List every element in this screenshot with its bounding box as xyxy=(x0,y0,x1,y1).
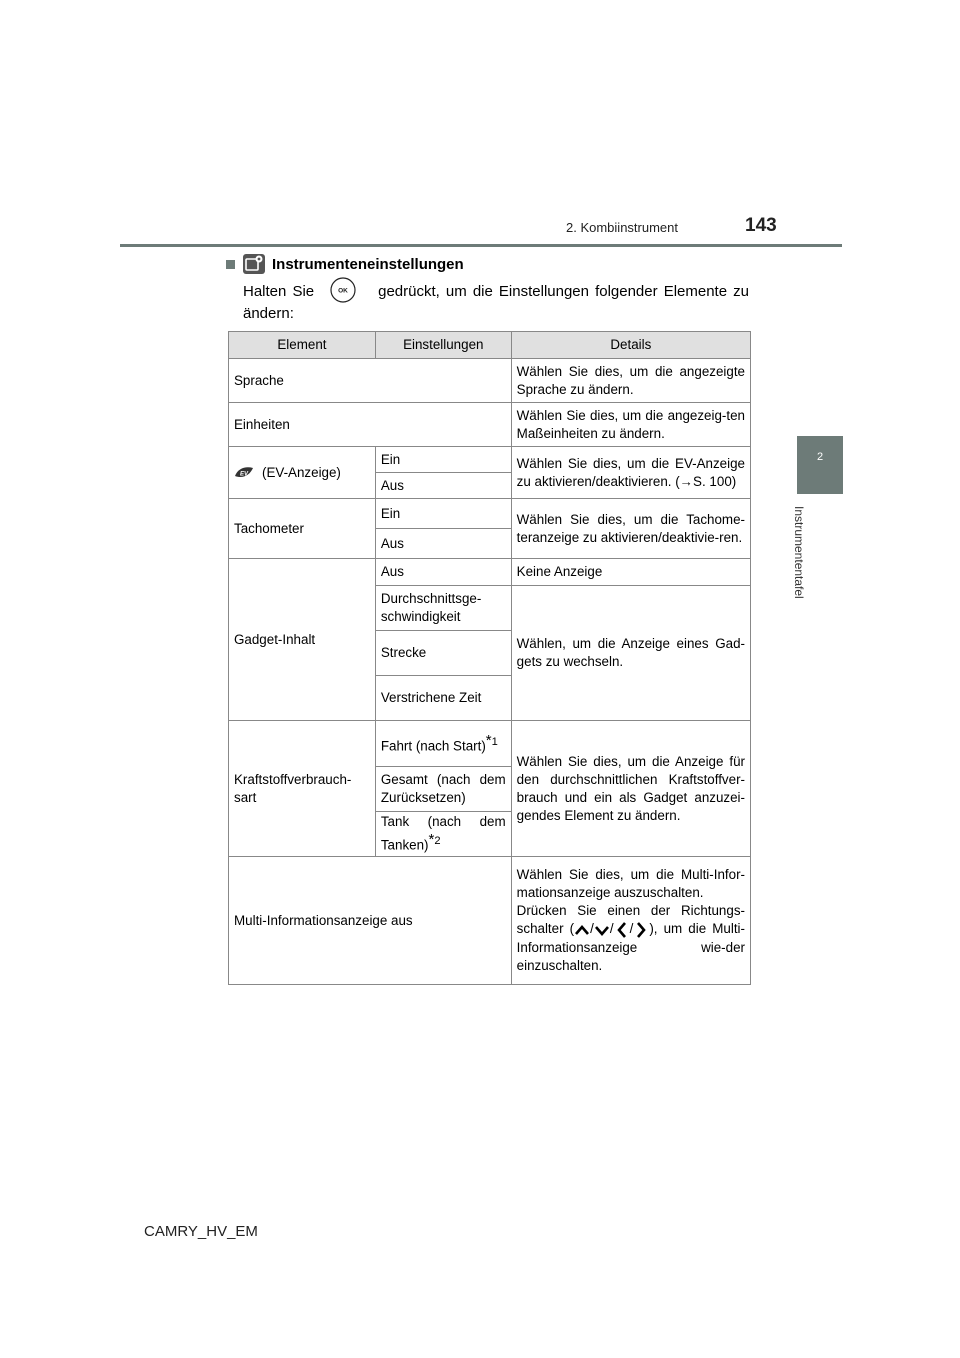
table-row xyxy=(229,721,751,767)
header-element: Element xyxy=(229,332,376,359)
section-heading xyxy=(226,254,464,274)
intro-paragraph xyxy=(243,281,749,325)
setting-fuel-tank-label: Tank (nach dem Tanken) xyxy=(380,814,506,853)
ev-label: (EV-Anzeige) xyxy=(262,464,341,480)
table-row xyxy=(229,499,751,529)
details-multi-text2: Drücken Sie einen der Richtungs-schalter ( xyxy=(516,903,745,937)
details-multi-part2: Drücken Sie einen der Richtungs-schalter ( / / / ), um die Multi-Informationsanzeige wie-der einzuschalten. xyxy=(516,903,745,973)
table-row xyxy=(229,447,751,473)
chevron-up-icon xyxy=(574,921,590,939)
setting-gadget-speed: Durchschnittsge-schwindigkeit xyxy=(375,586,511,631)
bullet-square-icon xyxy=(226,260,235,269)
details-multi-text3: ), um die Multi-Informationsanzeige wie-der einzuschalten. xyxy=(516,921,745,973)
footnote-marker-2: *2 xyxy=(428,831,441,849)
chevron-left-icon xyxy=(614,921,630,939)
footnote-number-2: 2 xyxy=(434,835,441,848)
setting-gadget-elapsed: Verstrichene Zeit xyxy=(375,676,511,721)
intro-before: Halten Sie xyxy=(243,283,315,300)
chapter-label-text: Instrumententafel xyxy=(792,506,806,599)
element-sprache: Sprache xyxy=(229,359,512,403)
element-gadget: Gadget-Inhalt xyxy=(229,559,376,721)
section-title: Instrumenteneinstellungen xyxy=(272,255,464,273)
details-tachometer: Wählen Sie dies, um die Tachome-teranzeige zu aktivieren/deaktivie-ren. xyxy=(511,499,750,559)
setting-gadget-off: Aus xyxy=(375,559,511,586)
intro-after: gedrückt, um die Einstellungen folgender Elemente zu ändern: xyxy=(243,283,749,323)
element-tachometer: Tachometer xyxy=(229,499,376,559)
model-code: CAMRY_HV_EM xyxy=(144,1223,258,1240)
details-sprache: Wählen Sie dies, um die angezeigte Sprache zu ändern. xyxy=(511,359,750,403)
table-row xyxy=(229,359,751,403)
ev-indicator-icon xyxy=(234,466,254,480)
footnote-number-1: 1 xyxy=(491,735,498,748)
setting-tachometer-on: Ein xyxy=(375,499,511,529)
details-gadget-off: Keine Anzeige xyxy=(511,559,750,586)
details-multi-part1: Wählen Sie dies, um die Multi-Infor-mationsanzeige auszuschalten. xyxy=(516,867,745,901)
details-gadget-change: Wählen, um die Anzeige eines Gad-gets zu wechseln. xyxy=(511,586,750,721)
setting-fuel-trip xyxy=(375,721,511,767)
ok-button-label: OK xyxy=(338,287,348,295)
setting-fuel-trip-label: Fahrt (nach Start) xyxy=(380,738,486,754)
setting-ev-off: Aus xyxy=(375,473,511,499)
chapter-label xyxy=(792,506,806,616)
page-number: 143 xyxy=(745,215,777,236)
setting-fuel-total: Gesamt (nach dem Zurücksetzen) xyxy=(375,767,511,812)
setting-tachometer-off: Aus xyxy=(375,529,511,559)
header-details: Details xyxy=(511,332,750,359)
element-multi: Multi-Informationsanzeige aus xyxy=(229,857,512,985)
settings-table xyxy=(228,331,751,985)
table-row xyxy=(229,559,751,586)
details-multi xyxy=(511,857,750,985)
setting-gadget-distance: Strecke xyxy=(375,631,511,676)
svg-text:EV: EV xyxy=(240,471,249,478)
details-einheiten: Wählen Sie dies, um die angezeig-ten Maßeinheiten zu ändern. xyxy=(511,403,750,447)
element-einheiten: Einheiten xyxy=(229,403,512,447)
table-row xyxy=(229,403,751,447)
chapter-tab: 2 xyxy=(797,436,843,494)
table-row xyxy=(229,857,751,985)
footnote-marker-1: *1 xyxy=(485,731,498,749)
details-fuel: Wählen Sie dies, um die Anzeige für den durchschnittlichen Kraftstoffver-brauch und ein als Gadget anzuzei-gendes Element zu ändern. xyxy=(511,721,750,857)
table-header-row xyxy=(229,332,751,359)
chevron-down-icon xyxy=(594,921,610,939)
element-ev xyxy=(229,447,376,499)
gauge-settings-icon xyxy=(243,254,265,274)
setting-ev-on: Ein xyxy=(375,447,511,473)
ok-button-icon xyxy=(330,277,356,303)
chevron-right-icon xyxy=(633,921,649,939)
setting-fuel-tank xyxy=(375,812,511,857)
details-ev: Wählen Sie dies, um die EV-Anzeige zu aktivieren/deaktivieren. (→S. 100) xyxy=(511,447,750,499)
header-divider xyxy=(120,244,842,247)
element-fuel: Kraftstoffverbrauch-sart xyxy=(229,721,376,857)
header-settings: Einstellungen xyxy=(375,332,511,359)
running-header: 2. Kombiinstrument xyxy=(566,220,678,235)
